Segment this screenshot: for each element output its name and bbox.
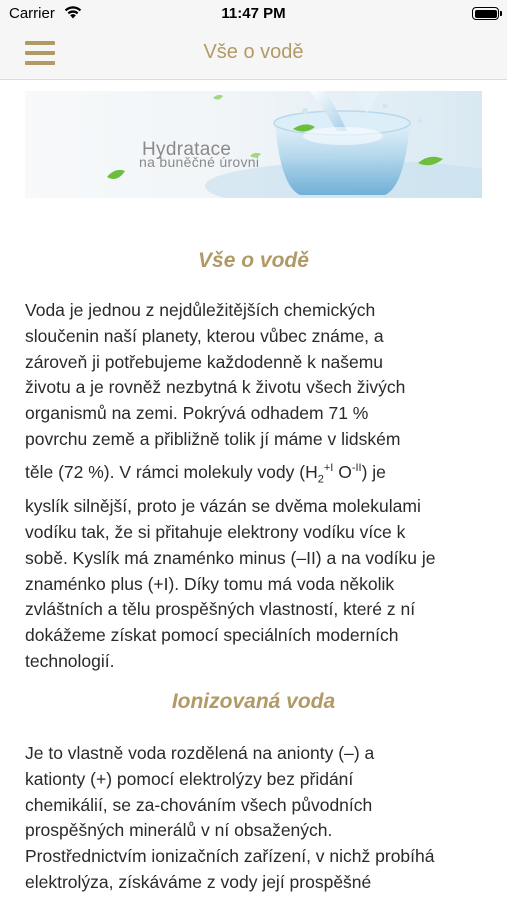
paragraph-line: chemikálií, se za-chováním všech původních (25, 794, 373, 815)
paragraph-line: znaménko plus (+I). Díky tomu má voda několik (25, 573, 395, 594)
formula-charge-oxygen: -II (351, 461, 362, 474)
carrier-label: Carrier (9, 5, 55, 22)
formula-oxygen: O (333, 461, 352, 482)
banner-title: Hydratace (142, 139, 232, 160)
paragraph-line: kationty (+) pomocí elektrolýzy bez přidání (25, 768, 354, 789)
formula-text-after: ) je (361, 461, 386, 482)
paragraph-line: vodíku tak, že si přitahuje elektrony vodíku více k (25, 521, 406, 542)
paragraph-line: dokážeme získat pomocí speciálních moderních (25, 625, 399, 646)
paragraph-line: technologií. (25, 650, 115, 671)
paragraph-line-formula (25, 453, 487, 494)
battery-icon (472, 7, 499, 20)
section-heading-water: Vše o vodě (198, 249, 309, 272)
paragraph-line: organismů na zemi. Pokrývá odhadem 71 % (25, 403, 369, 424)
navigation-bar (0, 28, 507, 80)
paragraph-line: elektrolýza, získáváme z vody její prospěšné (25, 871, 372, 892)
formula-subscript: 2 (317, 473, 324, 486)
paragraph-line: sobě. Kyslík má znaménko minus (–II) a na vodíku je (25, 547, 436, 568)
formula-charge-hydrogen: +I (323, 461, 334, 474)
paragraph-line: Voda je jednou z nejdůležitějších chemických (25, 300, 376, 320)
formula-text-before: těle (72 %). V rámci molekuly vody (H (25, 461, 318, 482)
paragraph-water (25, 298, 487, 675)
paragraph-line: zvláštních a tělu prospěšných vlastností, které z ní (25, 599, 416, 620)
hydration-banner (25, 91, 482, 198)
status-bar (0, 0, 507, 28)
paragraph-line: zároveň ji potřebujeme každodenně k našemu (25, 351, 383, 372)
banner-subtitle: na buněčné úrovni (139, 154, 260, 170)
paragraph-line: prospěšných minerálů v ní obsažených. (25, 820, 333, 841)
paragraph-line: životu a je rovněž nezbytná k životu všech živých (25, 377, 406, 398)
paragraph-line: Je to vlastně voda rozdělená na anionty (–) a (25, 743, 375, 763)
section-heading-ionized-water: Ionizovaná voda (171, 690, 336, 713)
paragraph-line: povrchu země a přibližně tolik jí máme v lidském (25, 428, 401, 449)
paragraph-line: Prostřednictvím ionizačních zařízení, v nichž probíhá (25, 846, 435, 867)
banner-illustration (25, 91, 482, 198)
paragraph-line: sloučenin naší planety, kterou vůbec známe, a (25, 325, 384, 346)
page-title: Vše o vodě (203, 41, 304, 63)
paragraph-ionized-water (25, 741, 487, 896)
paragraph-line: kyslík silnější, proto je vázán se dvěma molekulami (25, 496, 421, 517)
status-time: 11:47 PM (221, 5, 286, 22)
